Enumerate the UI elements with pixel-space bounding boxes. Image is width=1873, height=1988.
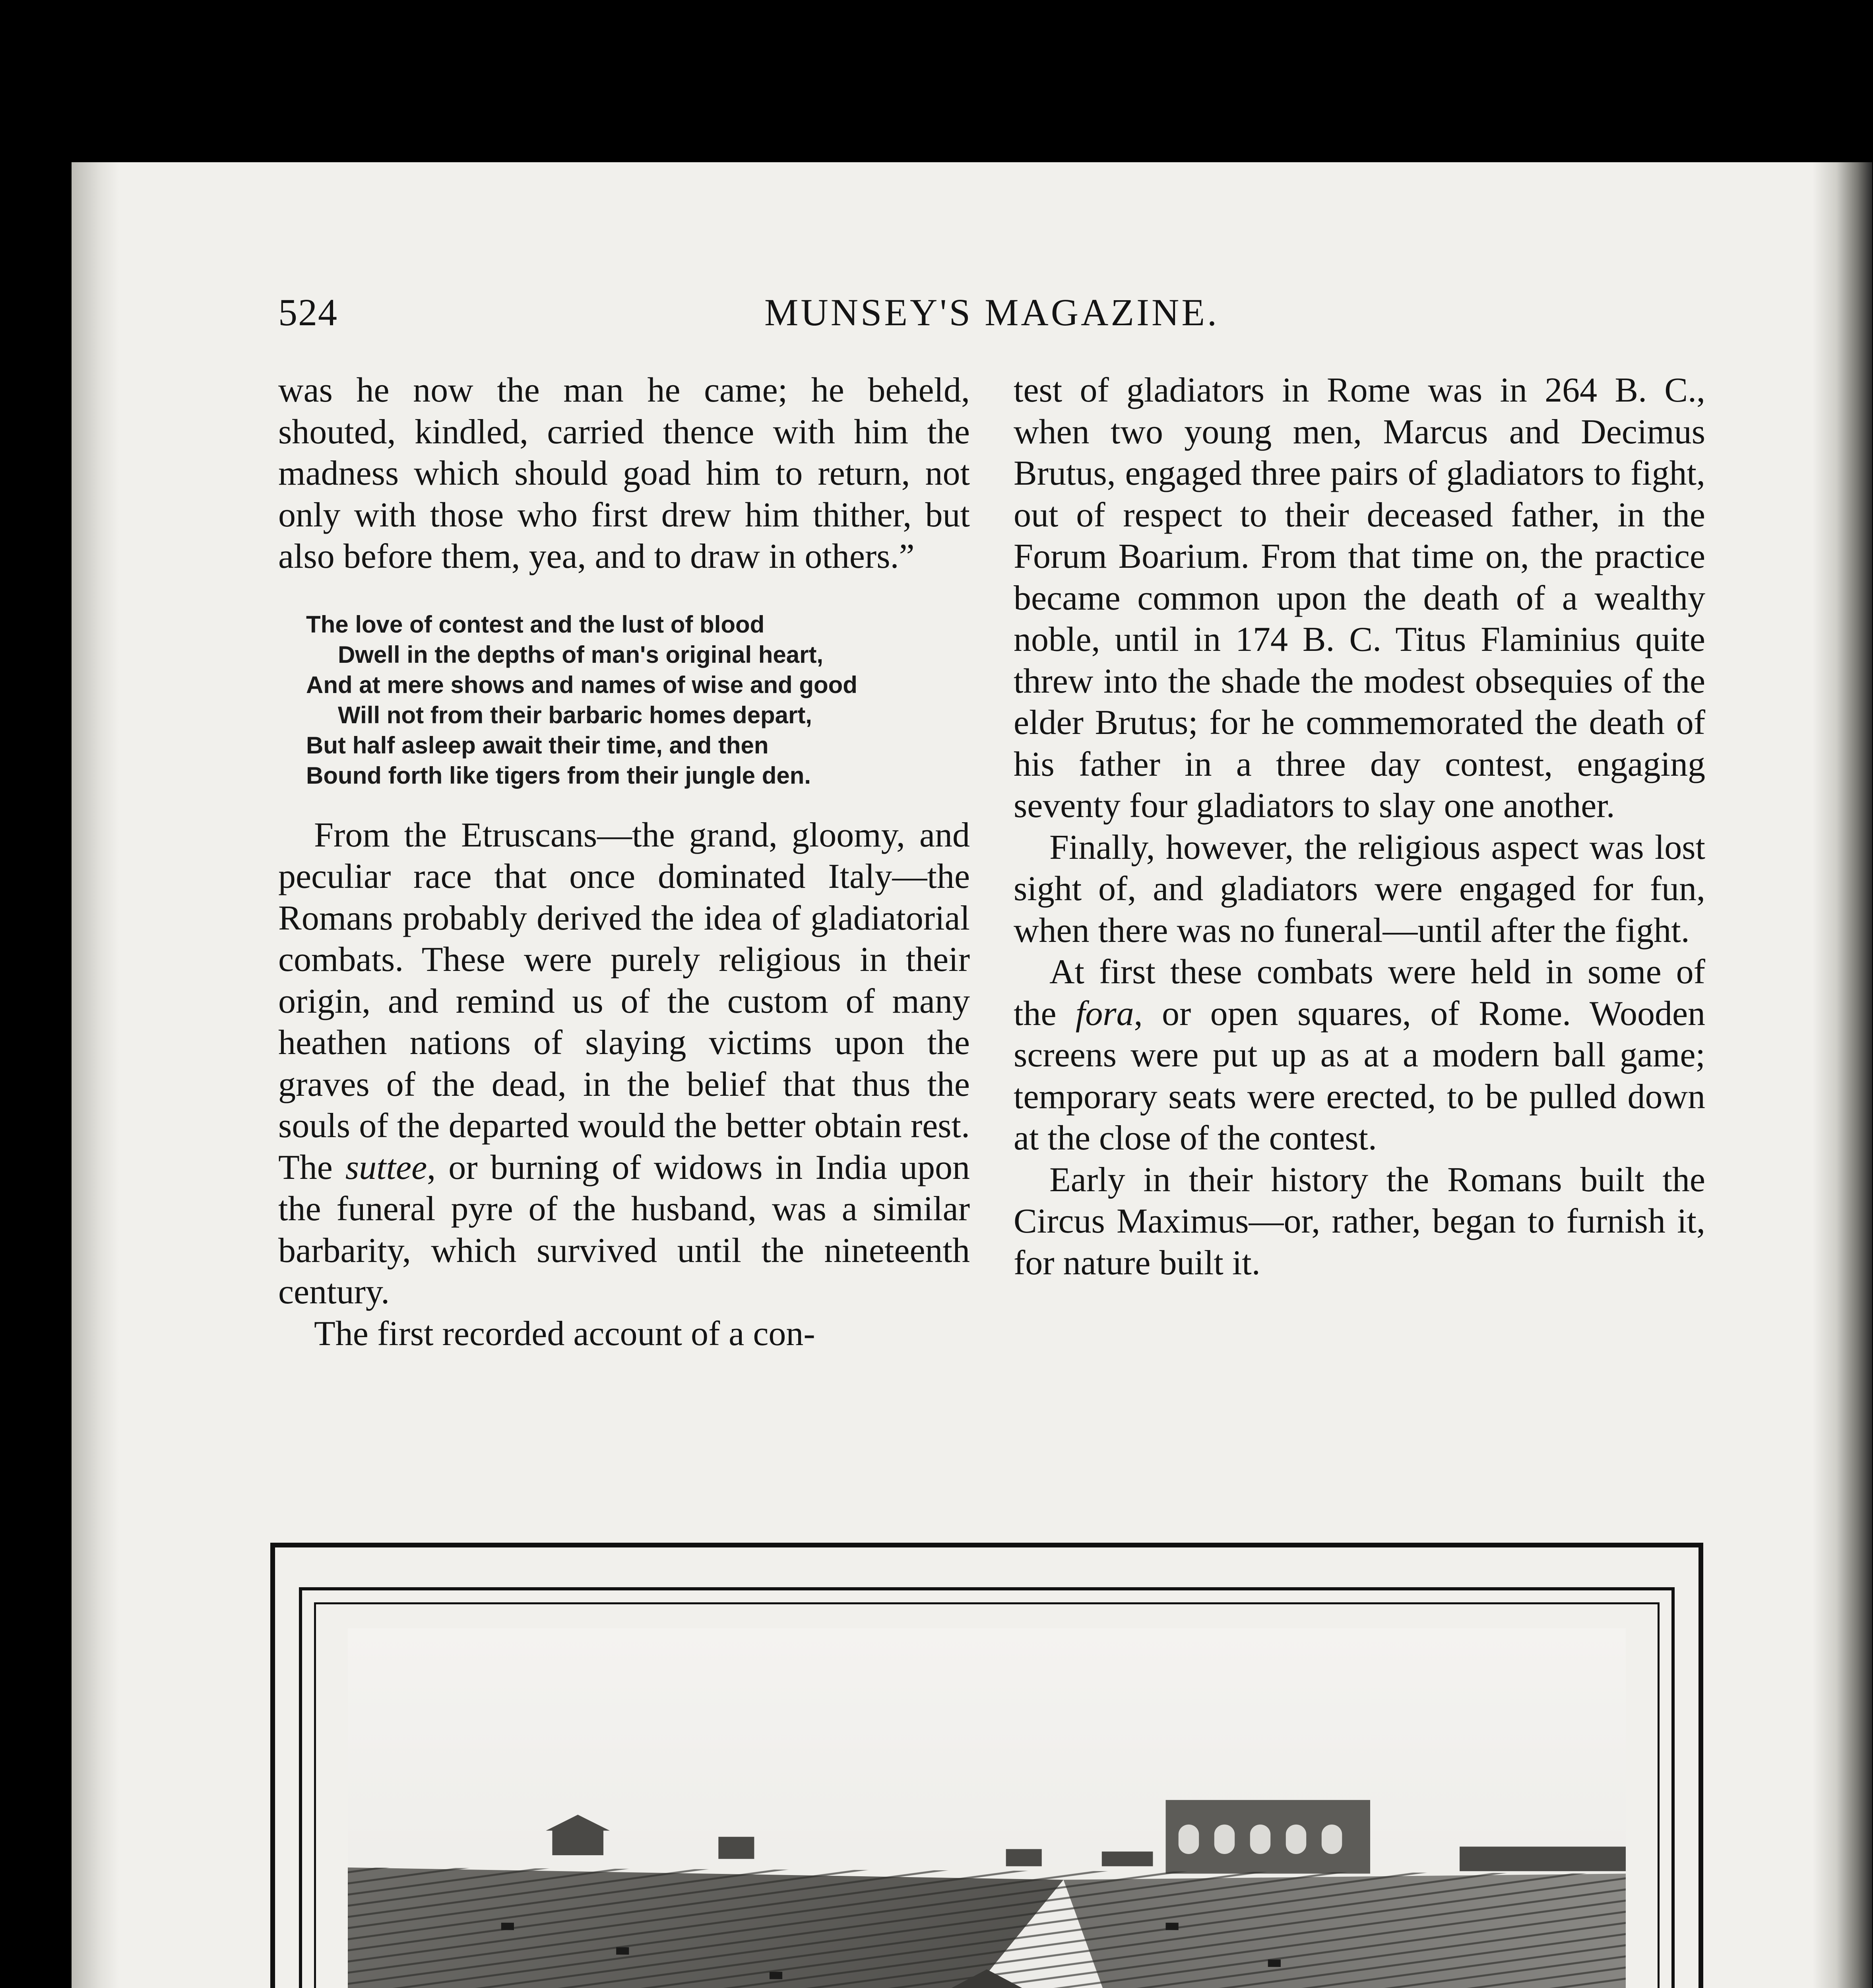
- page-edge-left: [72, 162, 119, 1988]
- poem-line: And at mere shows and names of wise and good: [306, 671, 857, 698]
- poem-line: The love of contest and the lust of blood: [306, 611, 765, 638]
- poem-line: Bound forth like tigers from their jungle den.: [306, 762, 811, 789]
- italic-term-fora: fora: [1075, 994, 1134, 1033]
- figure-frame: [270, 1543, 1703, 1988]
- left-paragraph-2: [278, 815, 970, 1313]
- figure-border-inner: [314, 1602, 1660, 1988]
- left-paragraph-1: was he now the man he came; he beheld, shouted, kindled, carried thence with him the madness which should goad him to return, not only with those who first drew him thither, but also before them, yea, and to draw in others.”: [278, 371, 970, 576]
- amphitheater-photo: [348, 1628, 1626, 1988]
- text-run: , or burning of widows in India upon the funeral pyre of the husband, was a similar barbarity, which survived until the nineteenth century.: [278, 1148, 970, 1311]
- right-paragraph-4: Early in their history the Romans built the Circus Maximus—or, rather, began to furnish it, for nature built it.: [1014, 1160, 1705, 1282]
- poem-line: Dwell in the depths of man's original heart,: [338, 641, 824, 668]
- right-paragraph-2: Finally, however, the religious aspect was lost sight of, and gladiators were engaged for fun, when there was no funeral—until after the fight.: [1014, 828, 1705, 950]
- text-run: From the Etruscans—the grand, gloomy, and peculiar race that once dominated Italy—the Romans probably derived the idea of gladiatorial combats. These were purely religious in their origin, and remind us of the custom of many heathen nations of slaying victims upon the graves of the dead, in the belief that thus the souls of the departed would the better obtain rest. The: [278, 815, 970, 1187]
- text-run: , or open squares, of Rome. Wooden screens were put up as at a modern ball game; temporary seats were erected, to be pulled down at the close of the contest.: [1014, 994, 1705, 1157]
- page-number: 524: [278, 291, 338, 334]
- right-paragraph-1: test of gladiators in Rome was in 264 B. C., when two young men, Marcus and Decimus Brutus, engaged three pairs of gladiators to fight, out of respect to their deceased father, in the Forum Boarium. From that time on, the practice became common upon the death of a wealthy noble, until in 174 B. C. Titus Flaminius quite threw into the shade the modest obsequies of the elder Brutus; for he commemorated the death of his father in a three day contest, engaging seventy four gladiators to slay one another.: [1014, 371, 1705, 825]
- right-paragraph-3: [1014, 951, 1705, 1159]
- poem-line: But half asleep await their time, and then: [306, 732, 769, 759]
- italic-term-suttee: suttee: [345, 1148, 427, 1187]
- text-run: At first these combats were held in some of the: [1014, 953, 1705, 1033]
- poem-quote: [306, 610, 970, 791]
- page-edge-right: [1813, 162, 1872, 1988]
- running-title: MUNSEY'S MAGAZINE.: [764, 291, 1219, 334]
- right-column: [1014, 370, 1705, 1284]
- amphitheater-illustration: [348, 1628, 1626, 1988]
- figure-border: [299, 1587, 1675, 1988]
- left-paragraph-3: The first recorded account of a con-: [314, 1314, 815, 1353]
- left-column: [278, 370, 970, 1355]
- page-header: [278, 290, 1705, 346]
- poem-line: Will not from their barbaric homes depart,: [338, 701, 812, 728]
